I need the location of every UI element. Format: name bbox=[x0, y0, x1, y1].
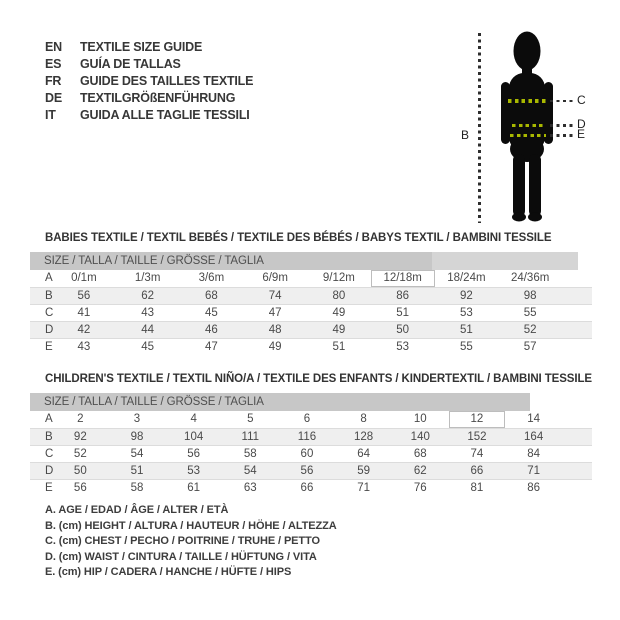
row-label: C bbox=[45, 306, 54, 319]
size-cell: 42 bbox=[77, 323, 91, 336]
size-cell: 3 bbox=[133, 413, 141, 426]
size-cell: 66 bbox=[470, 464, 484, 477]
spacer-cell bbox=[562, 338, 592, 355]
children-size-table bbox=[30, 411, 592, 496]
size-cell: 55 bbox=[523, 306, 537, 319]
size-cell: 45 bbox=[204, 306, 218, 319]
language-list bbox=[45, 39, 253, 124]
spacer-cell bbox=[562, 479, 592, 496]
size-cell: 5 bbox=[247, 413, 254, 426]
legend-item: D. (cm) WAIST / CINTURA / TAILLE / HÜFTUNG / VITA bbox=[45, 550, 317, 563]
height-measure-line-b bbox=[478, 33, 481, 223]
size-cell: 55 bbox=[459, 340, 473, 353]
row-label: C bbox=[45, 447, 54, 460]
size-cell: 92 bbox=[459, 289, 473, 302]
spacer-cell bbox=[562, 270, 592, 287]
size-cell: 63 bbox=[243, 481, 257, 494]
size-cell: 59 bbox=[357, 464, 370, 477]
language-code: DE bbox=[45, 91, 62, 105]
language-row bbox=[45, 39, 253, 56]
language-title: TEXTILE SIZE GUIDE bbox=[80, 40, 203, 54]
size-cell: 76 bbox=[413, 481, 427, 494]
babies-section-title: BABIES TEXTILE / TEXTIL BEBÉS / TEXTILE DES BÉBÉS / BABYS TEXTIL / BAMBINI TESSILE bbox=[45, 232, 552, 244]
size-cell: 80 bbox=[332, 289, 346, 302]
size-cell: 152 bbox=[467, 430, 487, 443]
size-table-row bbox=[30, 411, 592, 428]
size-cell: 71 bbox=[357, 481, 370, 494]
size-cell: 66 bbox=[300, 481, 314, 494]
row-label: B bbox=[45, 430, 53, 443]
size-cell: 62 bbox=[141, 289, 155, 302]
row-label: E bbox=[45, 481, 53, 494]
size-cell: 0/1m bbox=[71, 272, 97, 285]
size-cell: 56 bbox=[73, 481, 87, 494]
legend-item: A. AGE / EDAD / ÂGE / ALTER / ETÀ bbox=[45, 504, 229, 516]
size-cell: 52 bbox=[73, 447, 87, 460]
child-figure bbox=[455, 10, 615, 238]
figure-label-d: D bbox=[577, 117, 586, 131]
size-cell: 14 bbox=[527, 413, 541, 426]
size-cell: 43 bbox=[77, 340, 91, 353]
size-cell: 68 bbox=[204, 289, 218, 302]
size-cell: 6 bbox=[303, 413, 311, 426]
size-cell: 8 bbox=[360, 413, 367, 426]
size-cell: 56 bbox=[187, 447, 201, 460]
size-cell: 53 bbox=[459, 306, 473, 319]
size-cell: 92 bbox=[73, 430, 87, 443]
size-cell: 64 bbox=[357, 447, 370, 460]
language-row bbox=[45, 90, 253, 107]
language-row bbox=[45, 56, 253, 73]
waist-measure-extension-d bbox=[550, 124, 574, 127]
size-cell: 62 bbox=[413, 464, 427, 477]
size-cell: 58 bbox=[243, 447, 257, 460]
size-cell: 4 bbox=[190, 413, 197, 426]
size-cell: 51 bbox=[130, 464, 144, 477]
language-row bbox=[45, 107, 253, 124]
children-section-title: CHILDREN'S TEXTILE / TEXTIL NIÑO/A / TEXTILE DES ENFANTS / KINDERTEXTIL / BAMBINI TESSILE bbox=[45, 373, 592, 385]
size-cell: 48 bbox=[268, 323, 282, 336]
size-cell: 56 bbox=[77, 289, 91, 302]
size-cell: 47 bbox=[268, 306, 282, 319]
language-code: FR bbox=[45, 74, 62, 88]
size-cell: 74 bbox=[268, 289, 282, 302]
size-cell: 24/36m bbox=[510, 272, 550, 285]
spacer-cell bbox=[562, 321, 592, 338]
language-title: GUIDE DES TAILLES TEXTILE bbox=[80, 74, 254, 88]
size-cell: 50 bbox=[73, 464, 87, 477]
size-cell: 41 bbox=[77, 306, 91, 319]
babies-size-table bbox=[30, 270, 592, 355]
size-cell: 46 bbox=[204, 323, 218, 336]
row-label: E bbox=[45, 340, 53, 353]
spacer-cell bbox=[562, 287, 592, 304]
measurement-legend bbox=[45, 503, 337, 581]
spacer-cell bbox=[562, 304, 592, 321]
row-label: B bbox=[45, 289, 53, 302]
language-code: EN bbox=[45, 40, 62, 54]
size-cell: 12/18m bbox=[371, 270, 435, 287]
babies-size-header-bar: SIZE / TALLA / TAILLE / GRÖSSE / TAGLIA bbox=[30, 252, 592, 270]
language-code: IT bbox=[45, 108, 56, 122]
size-cell: 140 bbox=[410, 430, 430, 443]
size-cell: 81 bbox=[470, 481, 484, 494]
size-cell: 53 bbox=[187, 464, 201, 477]
size-cell: 49 bbox=[268, 340, 282, 353]
size-cell: 61 bbox=[187, 481, 201, 494]
size-cell: 49 bbox=[332, 323, 346, 336]
size-cell: 98 bbox=[523, 289, 537, 302]
size-table-row bbox=[30, 445, 592, 462]
spacer-cell bbox=[562, 445, 592, 462]
language-title: GUÍA DE TALLAS bbox=[80, 57, 181, 71]
size-cell: 51 bbox=[396, 306, 410, 319]
babies-table-block bbox=[30, 252, 592, 355]
language-title: GUIDA ALLE TAGLIE TESSILI bbox=[80, 108, 250, 122]
size-cell: 68 bbox=[413, 447, 427, 460]
language-code: ES bbox=[45, 57, 62, 71]
child-silhouette bbox=[501, 30, 553, 225]
size-cell: 9/12m bbox=[322, 272, 355, 285]
legend-item: C. (cm) CHEST / PECHO / POITRINE / TRUHE / PETTO bbox=[45, 535, 320, 547]
waist-measure-line-d bbox=[512, 124, 544, 128]
figure-label-c: C bbox=[577, 93, 586, 107]
size-cell: 86 bbox=[396, 289, 410, 302]
size-table-row bbox=[30, 338, 592, 355]
size-cell: 98 bbox=[130, 430, 144, 443]
size-cell: 71 bbox=[527, 464, 541, 477]
size-cell: 51 bbox=[459, 323, 473, 336]
size-cell: 51 bbox=[332, 340, 346, 353]
size-cell: 2 bbox=[77, 413, 84, 426]
language-row bbox=[45, 73, 253, 90]
size-cell: 116 bbox=[297, 430, 317, 443]
size-cell: 84 bbox=[527, 447, 541, 460]
chest-measure-line-c bbox=[508, 99, 547, 103]
spacer-cell bbox=[562, 462, 592, 479]
size-cell: 12 bbox=[449, 411, 506, 428]
row-label: A bbox=[45, 272, 53, 285]
size-cell: 56 bbox=[300, 464, 314, 477]
size-cell: 50 bbox=[396, 323, 410, 336]
size-table-row bbox=[30, 428, 592, 445]
size-table-row bbox=[30, 270, 592, 287]
chest-measure-extension-c bbox=[550, 100, 574, 103]
size-cell: 6/9m bbox=[262, 272, 288, 285]
size-cell: 52 bbox=[523, 323, 537, 336]
legend-item: B. (cm) HEIGHT / ALTURA / HAUTEUR / HÖHE / ALTEZZA bbox=[45, 519, 337, 532]
size-table-row bbox=[30, 287, 592, 304]
size-cell: 47 bbox=[204, 340, 218, 353]
size-cell: 164 bbox=[524, 430, 544, 443]
size-cell: 54 bbox=[130, 447, 144, 460]
size-cell: 104 bbox=[184, 430, 204, 443]
size-cell: 53 bbox=[396, 340, 410, 353]
spacer-cell bbox=[562, 411, 592, 428]
figure-label-b: B bbox=[461, 128, 470, 142]
size-cell: 18/24m bbox=[447, 272, 486, 285]
size-table-row bbox=[30, 479, 592, 496]
size-cell: 74 bbox=[470, 447, 484, 460]
size-cell: 44 bbox=[141, 323, 155, 336]
legend-item: E. (cm) HIP / CADERA / HANCHE / HÜFTE / HIPS bbox=[45, 566, 292, 578]
size-cell: 60 bbox=[300, 447, 314, 460]
size-cell: 3/6m bbox=[198, 272, 225, 285]
row-label: A bbox=[45, 413, 53, 426]
row-label: D bbox=[45, 464, 54, 477]
size-cell: 128 bbox=[354, 430, 374, 443]
size-cell: 43 bbox=[141, 306, 155, 319]
size-cell: 49 bbox=[332, 306, 346, 319]
size-cell: 10 bbox=[413, 413, 427, 426]
children-table-block bbox=[30, 393, 592, 496]
figure-label-e: E bbox=[577, 127, 586, 141]
size-cell: 54 bbox=[243, 464, 257, 477]
language-title: TEXTILGRÖßENFÜHRUNG bbox=[80, 91, 236, 105]
size-table-row bbox=[30, 321, 592, 338]
size-cell: 58 bbox=[130, 481, 144, 494]
size-cell: 57 bbox=[523, 340, 537, 353]
size-cell: 111 bbox=[241, 430, 260, 443]
size-table-row bbox=[30, 462, 592, 479]
hip-measure-line-e bbox=[510, 134, 546, 138]
children-size-header-bar: SIZE / TALLA / TAILLE / GRÖSSE / TAGLIA bbox=[30, 393, 592, 411]
row-label: D bbox=[45, 323, 54, 336]
size-table-row bbox=[30, 304, 592, 321]
size-cell: 1/3m bbox=[134, 272, 161, 285]
spacer-cell bbox=[562, 428, 592, 445]
size-cell: 45 bbox=[141, 340, 155, 353]
hip-measure-extension-e bbox=[550, 134, 574, 137]
size-cell: 86 bbox=[527, 481, 541, 494]
